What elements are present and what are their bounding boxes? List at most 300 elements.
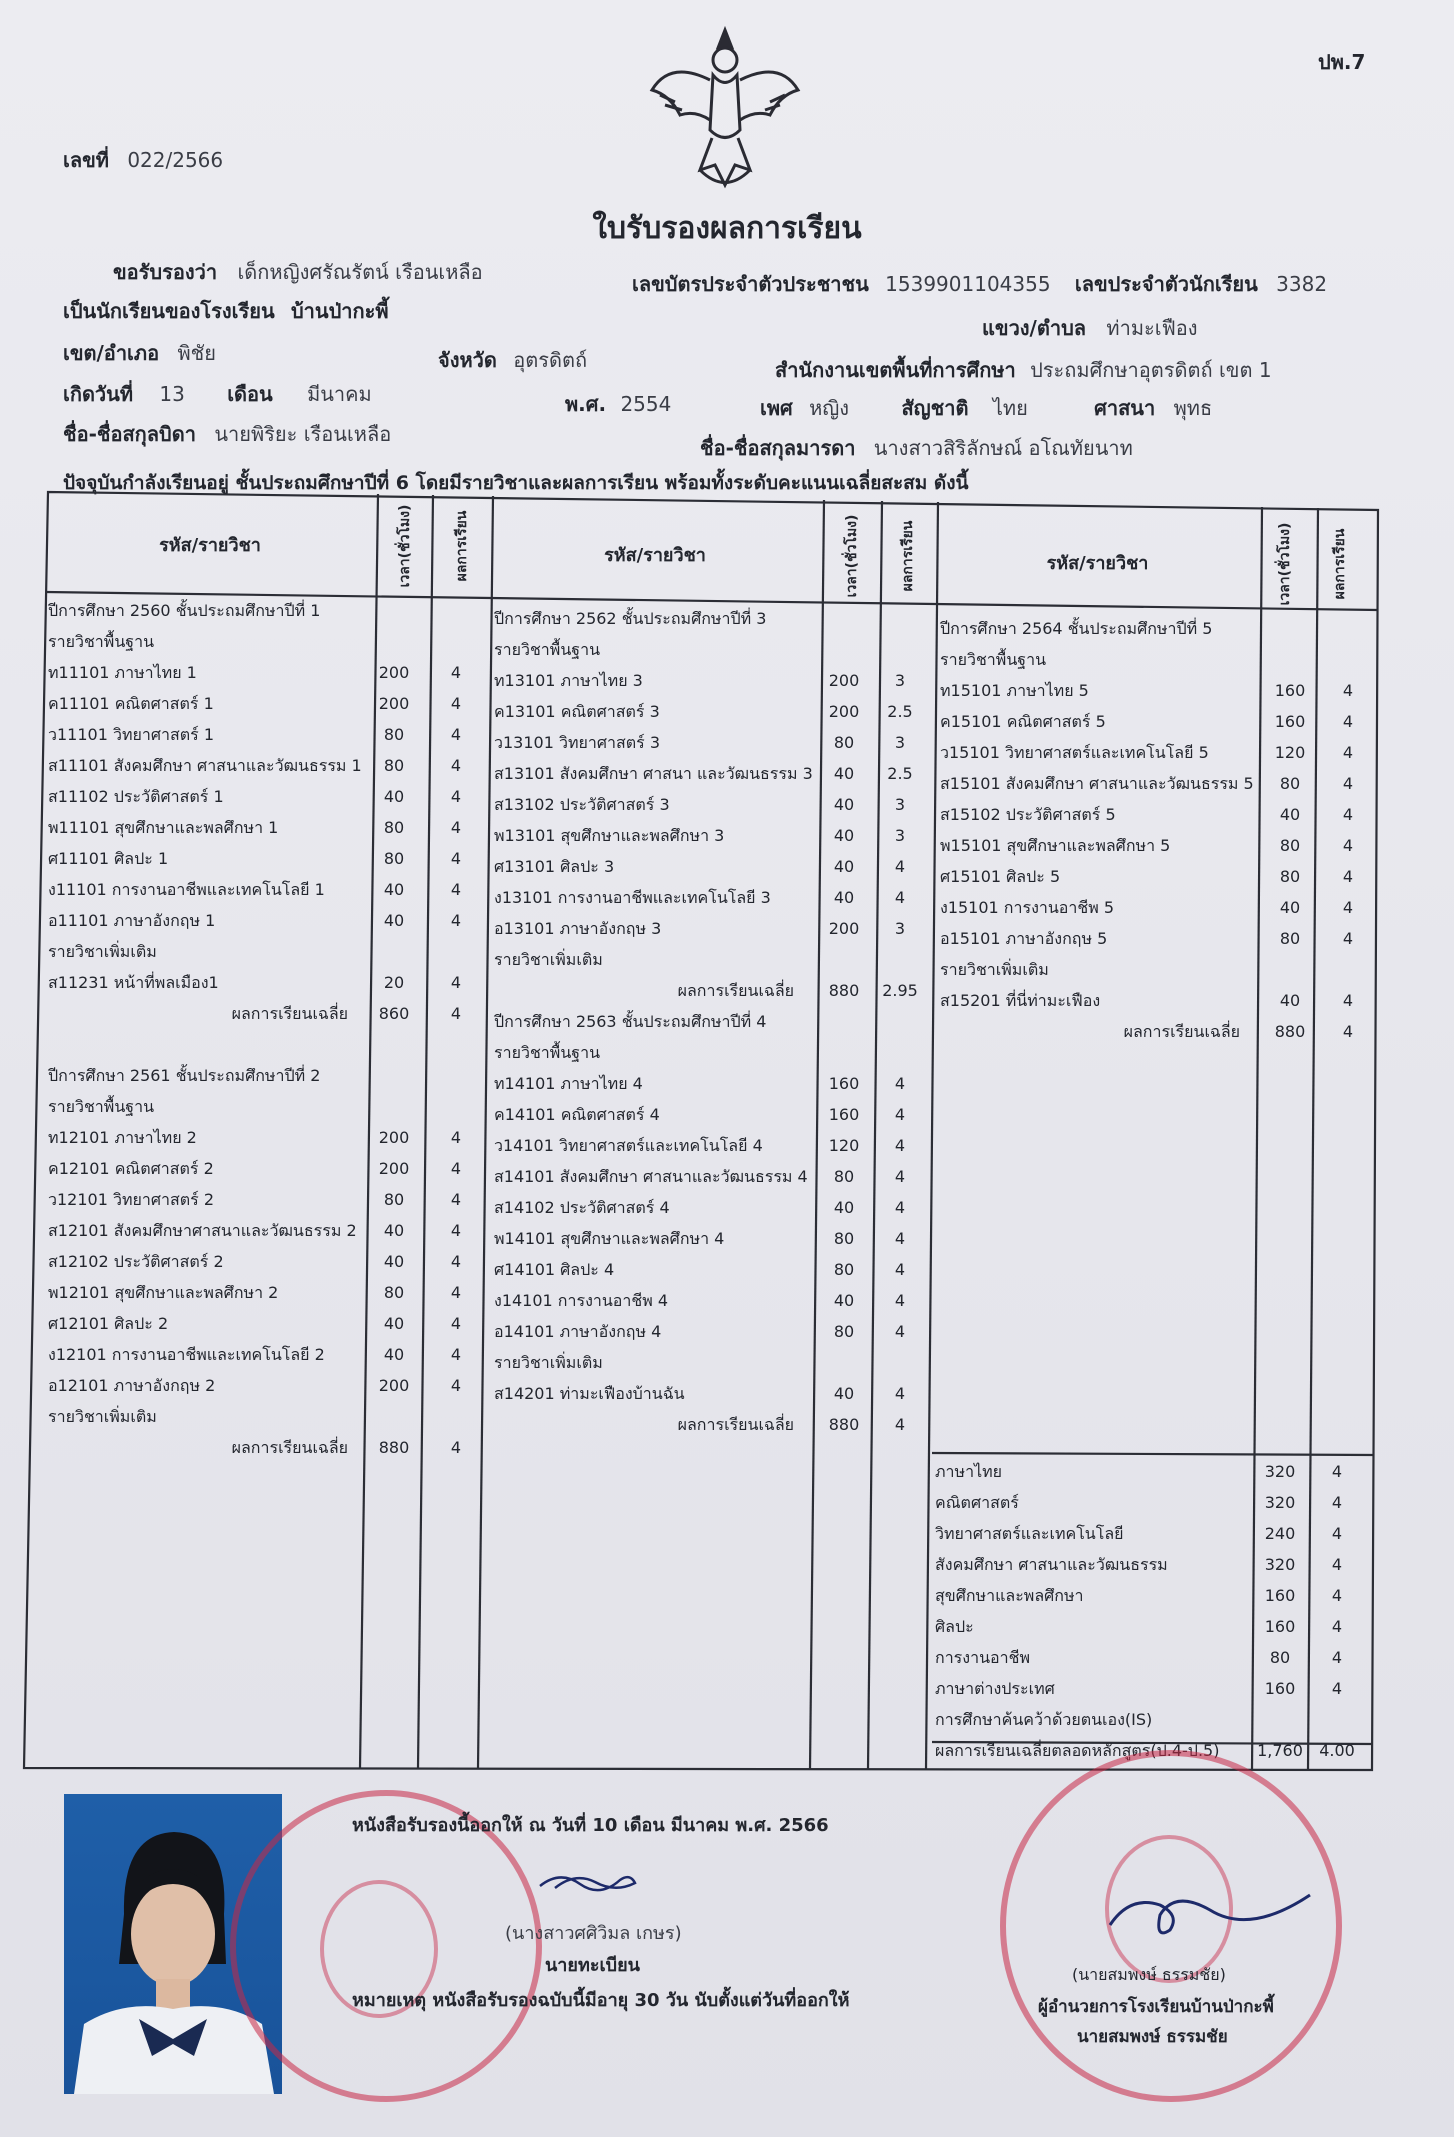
subject-grade: 4: [1342, 867, 1354, 886]
subject-grade: 4: [450, 1159, 462, 1178]
subject-hours: 40: [1279, 991, 1301, 1010]
subject-name: รายวิชาเพิ่มเติม: [48, 1407, 157, 1426]
subject-name: ว11101 วิทยาศาสตร์ 1: [48, 725, 215, 744]
subject-grade: 4: [450, 911, 462, 930]
subject-row: [494, 1038, 924, 1068]
summary-hours: 160: [1264, 1586, 1296, 1605]
mother-label: ชื่อ-ชื่อสกุลมารดา: [700, 436, 856, 460]
summary-row: [935, 1642, 1375, 1673]
subject-grade: 4: [894, 1384, 906, 1403]
subject-name: พ15101 สุขศึกษาและพลศึกษา 5: [940, 836, 1171, 855]
subject-row: [494, 1379, 924, 1409]
subject-name: ปีการศึกษา 2564 ชั้นประถมศึกษาปีที่ 5: [940, 619, 1213, 638]
summary-grade: 4: [1331, 1462, 1343, 1481]
summary-subject: วิทยาศาสตร์และเทคโนโลยี: [935, 1524, 1124, 1543]
subject-row: [48, 844, 480, 874]
subject-grade: 4: [894, 1229, 906, 1248]
subject-grade: 4: [1342, 929, 1354, 948]
subject-row: [494, 635, 924, 665]
subject-row: [494, 666, 924, 696]
subject-row: [940, 769, 1372, 799]
subject-row: [494, 1255, 924, 1285]
subject-name: ท14101 ภาษาไทย 4: [494, 1074, 643, 1093]
summary-row: [935, 1549, 1375, 1580]
subject-row: [48, 596, 480, 626]
subject-hours: 200: [378, 694, 410, 713]
subject-grade: 2.95: [882, 981, 918, 1000]
summary-subject: การศึกษาค้นคว้าด้วยตนเอง(IS): [935, 1710, 1153, 1729]
subject-grade: 3: [894, 795, 906, 814]
subject-grade: 3: [894, 733, 906, 752]
subject-hours: 120: [828, 1136, 860, 1155]
subject-grade: 4: [450, 725, 462, 744]
subject-row: [940, 955, 1372, 985]
subject-name: อ13101 ภาษาอังกฤษ 3: [494, 919, 662, 938]
mother-name: นางสาวสิริลักษณ์ อโณทัยนาท: [873, 436, 1133, 460]
subject-row: [494, 1286, 924, 1316]
subject-name: อ11101 ภาษาอังกฤษ 1: [48, 911, 216, 930]
subject-hours: 40: [383, 1345, 405, 1364]
subject-row: [494, 821, 924, 851]
subject-row: [48, 1123, 480, 1153]
subject-row: [48, 627, 480, 657]
subject-hours: 200: [378, 1159, 410, 1178]
subject-hours: 160: [828, 1074, 860, 1093]
nationality: ไทย: [992, 396, 1028, 420]
summary-subject: สุขศึกษาและพลศึกษา: [935, 1586, 1084, 1605]
subject-grade: 4: [450, 880, 462, 899]
column-grades-1-2: [48, 596, 462, 1476]
nationality-label: สัญชาติ: [901, 396, 969, 420]
doc-code: ปพ.7: [1318, 50, 1366, 74]
issued-date: หนังสือรับรองนี้ออกให้ ณ วันที่ 10 เดือน มีนาคม พ.ศ. 2566: [352, 1815, 829, 1836]
subject-hours: 40: [833, 888, 855, 907]
subject-row: [494, 1007, 924, 1037]
subject-hours: 880: [1274, 1022, 1306, 1041]
subject-name: ว15101 วิทยาศาสตร์และเทคโนโลยี 5: [940, 743, 1209, 762]
subject-row: [48, 813, 480, 843]
col2-grade-header: ผลการเรียน: [900, 520, 916, 592]
province: อุตรดิตถ์: [513, 348, 588, 372]
summary-grade: 4: [1331, 1555, 1343, 1574]
subject-row: [494, 914, 924, 944]
subject-row: [48, 1154, 480, 1184]
summary-grade: 4: [1331, 1493, 1343, 1512]
subject-name: ส11101 สังคมศึกษา ศาสนาและวัฒนธรรม 1: [48, 756, 362, 775]
subject-hours: 80: [1279, 929, 1301, 948]
subject-name: ส11102 ประวัติศาสตร์ 1: [48, 787, 224, 806]
subject-hours: 40: [1279, 805, 1301, 824]
subject-row: [940, 831, 1372, 861]
subject-row: [48, 658, 480, 688]
subject-row: [494, 790, 924, 820]
id-card: 1539901104355: [885, 272, 1051, 296]
subject-row: [48, 1371, 480, 1401]
subject-grade: 2.5: [887, 702, 913, 721]
subject-row: [48, 1278, 480, 1308]
subject-hours: 40: [833, 795, 855, 814]
subject-grade: 4: [894, 1260, 906, 1279]
subject-row: [48, 937, 480, 967]
school-label: เป็นนักเรียนของโรงเรียน: [63, 299, 275, 323]
subject-row: [48, 1340, 480, 1370]
subject-row: [494, 728, 924, 758]
subject-name: ศ11101 ศิลปะ 1: [48, 849, 169, 868]
summary-hours: 320: [1264, 1493, 1296, 1512]
subject-name: ค12101 คณิตศาสตร์ 2: [48, 1159, 214, 1178]
subject-hours: 80: [833, 1322, 855, 1341]
subject-hours: 880: [828, 1415, 860, 1434]
subject-row: [940, 986, 1372, 1016]
summary-subject: ภาษาต่างประเทศ: [935, 1679, 1055, 1698]
subject-grade: 4: [1342, 774, 1354, 793]
summary-row: [935, 1487, 1375, 1518]
subject-grade: 4: [450, 1283, 462, 1302]
subject-name: ผลการเรียนเฉลี่ย: [677, 981, 794, 1000]
summary-hours: 160: [1264, 1617, 1296, 1636]
subject-grade: 4: [450, 973, 462, 992]
subject-name: ส12102 ประวัติศาสตร์ 2: [48, 1252, 224, 1271]
province-label: จังหวัด: [438, 348, 497, 372]
subject-name: รายวิชาเพิ่มเติม: [48, 942, 157, 961]
subject-name: ผลการเรียนเฉลี่ย: [1123, 1022, 1240, 1041]
subject-row: [48, 1216, 480, 1246]
subject-row: [48, 906, 480, 936]
subject-grade: 4: [894, 1167, 906, 1186]
subject-grade: 4: [894, 1136, 906, 1155]
subject-row: [48, 1030, 480, 1060]
birth-day-label: เกิดวันที่: [63, 382, 134, 406]
subject-row: [48, 1433, 480, 1463]
summary-hours: 160: [1264, 1679, 1296, 1698]
birth-month-label: เดือน: [227, 382, 273, 406]
subject-hours: 80: [833, 1260, 855, 1279]
subject-name: ส15101 สังคมศึกษา ศาสนาและวัฒนธรรม 5: [940, 774, 1254, 793]
subject-grade: 4: [894, 857, 906, 876]
summary-hours: 1,760: [1257, 1741, 1303, 1760]
subject-hours: 40: [833, 1384, 855, 1403]
subject-hours: 200: [828, 702, 860, 721]
subject-grade: 4: [450, 818, 462, 837]
subject-name: ศ13101 ศิลปะ 3: [494, 857, 615, 876]
subject-hours: 80: [383, 1283, 405, 1302]
director-title: ผู้อำนวยการโรงเรียนบ้านป่ากะพี้: [1038, 1997, 1274, 2017]
subject-hours: 40: [833, 1291, 855, 1310]
subject-hours: 860: [378, 1004, 410, 1023]
subject-grade: 4: [1342, 898, 1354, 917]
subject-name: ปีการศึกษา 2562 ชั้นประถมศึกษาปีที่ 3: [494, 609, 767, 628]
subject-row: [940, 800, 1372, 830]
sex: หญิง: [809, 396, 850, 420]
summary-row: [935, 1518, 1375, 1549]
subject-grade: 4: [450, 1190, 462, 1209]
subject-hours: 120: [1274, 743, 1306, 762]
subject-row: [494, 1348, 924, 1378]
subject-row: [940, 614, 1372, 644]
subject-row: [48, 968, 480, 998]
subject-grade: 4: [1342, 836, 1354, 855]
subject-name: ส14201 ท่ามะเฟืองบ้านฉัน: [494, 1384, 685, 1403]
subject-row: [48, 1185, 480, 1215]
subject-name: พ14101 สุขศึกษาและพลศึกษา 4: [494, 1229, 725, 1248]
subject-name: พ11101 สุขศึกษาและพลศึกษา 1: [48, 818, 279, 837]
subject-hours: 20: [383, 973, 405, 992]
subject-row: [940, 893, 1372, 923]
summary-hours: 320: [1264, 1555, 1296, 1574]
father-label: ชื่อ-ชื่อสกุลบิดา: [63, 422, 196, 446]
subject-row: [48, 1309, 480, 1339]
subject-name: รายวิชาพื้นฐาน: [940, 650, 1047, 669]
subject-row: [494, 883, 924, 913]
subject-grade: 4: [450, 756, 462, 775]
subject-grade: 4: [894, 1198, 906, 1217]
summary-grade: 4: [1331, 1586, 1343, 1605]
subject-row: [48, 720, 480, 750]
director-signature: [1100, 1885, 1320, 1945]
registrar-title: นายทะเบียน: [545, 1955, 640, 1976]
subject-name: ส14101 สังคมศึกษา ศาสนาและวัฒนธรรม 4: [494, 1167, 808, 1186]
subject-grade: 4: [450, 663, 462, 682]
subject-row: [494, 1100, 924, 1130]
district-label: เขต/อำเภอ: [63, 341, 160, 365]
subject-row: [48, 1092, 480, 1122]
subject-row: [494, 1193, 924, 1223]
subject-grade: 4: [450, 1314, 462, 1333]
subject-hours: 80: [1279, 867, 1301, 886]
subject-row: [940, 676, 1372, 706]
subject-hours: 200: [828, 671, 860, 690]
subject-name: ปีการศึกษา 2561 ชั้นประถมศึกษาปีที่ 2: [48, 1066, 321, 1085]
col1-hours-header: เวลา(ชั่วโมง): [397, 504, 413, 588]
col1-subject-header: รหัส/รายวิชา: [159, 535, 261, 556]
subject-grade: 4: [450, 849, 462, 868]
subject-hours: 80: [383, 756, 405, 775]
subject-hours: 200: [378, 1128, 410, 1147]
director-name: (นายสมพงษ์ ธรรมชัย): [1072, 1965, 1226, 1984]
summary-grade: 4: [1331, 1524, 1343, 1543]
subject-hours: 40: [833, 1198, 855, 1217]
subject-row: [494, 945, 924, 975]
subject-row: [494, 1317, 924, 1347]
subject-name: อ12101 ภาษาอังกฤษ 2: [48, 1376, 216, 1395]
student-name: เด็กหญิงศรัณรัตน์ เรือนเหลือ: [237, 260, 483, 284]
subject-grade: 2.5: [887, 764, 913, 783]
column-grades-3-4: [494, 604, 924, 1484]
subject-grade: 4: [450, 1252, 462, 1271]
subject-name: รายวิชาพื้นฐาน: [48, 1097, 155, 1116]
subject-row: [494, 604, 924, 634]
subject-name: ผลการเรียนเฉลี่ย: [231, 1004, 348, 1023]
subject-name: ง15101 การงานอาชีพ 5: [940, 898, 1115, 917]
subject-name: ส13102 ประวัติศาสตร์ 3: [494, 795, 670, 814]
subject-name: ผลการเรียนเฉลี่ย: [231, 1438, 348, 1457]
col2-subject-header: รหัส/รายวิชา: [604, 545, 706, 566]
subject-name: ว14101 วิทยาศาสตร์และเทคโนโลยี 4: [494, 1136, 763, 1155]
subject-grade: 4: [450, 1004, 462, 1023]
subject-hours: 40: [383, 880, 405, 899]
religion: พุทธ: [1173, 396, 1213, 420]
subject-row: [940, 738, 1372, 768]
subject-name: ค14101 คณิตศาสตร์ 4: [494, 1105, 660, 1124]
subject-name: รายวิชาเพิ่มเติม: [494, 950, 603, 969]
religion-label: ศาสนา: [1094, 396, 1156, 420]
subject-hours: 80: [1279, 836, 1301, 855]
registrar-signature: [535, 1868, 640, 1898]
subject-hours: 80: [383, 725, 405, 744]
subject-name: ส11231 หน้าที่พลเมือง1: [48, 973, 219, 992]
summary-grade: 4: [1331, 1679, 1343, 1698]
subject-row: [494, 1224, 924, 1254]
summary-grade: 4: [1331, 1617, 1343, 1636]
col2-hours-header: เวลา(ชั่วโมง): [844, 514, 860, 598]
subject-name: ศ12101 ศิลปะ 2: [48, 1314, 169, 1333]
subject-grade: 4: [1342, 681, 1354, 700]
summary-row: [935, 1580, 1375, 1611]
doc-number-label: เลขที่: [63, 148, 109, 172]
subject-name: ท15101 ภาษาไทย 5: [940, 681, 1089, 700]
summary-hours: 80: [1269, 1648, 1291, 1667]
subject-name: อ15101 ภาษาอังกฤษ 5: [940, 929, 1108, 948]
subdistrict-label: แขวง/ตำบล: [982, 316, 1087, 340]
subject-hours: 80: [833, 1167, 855, 1186]
subject-grade: 4: [450, 787, 462, 806]
subdistrict: ท่ามะเฟือง: [1106, 316, 1198, 340]
subject-row: [48, 751, 480, 781]
subject-hours: 40: [383, 911, 405, 930]
subject-name: ส12101 สังคมศึกษาศาสนาและวัฒนธรรม 2: [48, 1221, 357, 1240]
subject-grade: 4: [1342, 805, 1354, 824]
subject-name: ส14102 ประวัติศาสตร์ 4: [494, 1198, 670, 1217]
birth-day: 13: [159, 382, 185, 406]
student-no-label: เลขประจำตัวนักเรียน: [1074, 272, 1258, 296]
subject-grade: 4: [1342, 712, 1354, 731]
subject-name: ผลการเรียนเฉลี่ย: [677, 1415, 794, 1434]
summary-subject: สังคมศึกษา ศาสนาและวัฒนธรรม: [935, 1555, 1168, 1574]
subject-grade: 4: [450, 1376, 462, 1395]
subject-hours: 40: [833, 857, 855, 876]
subject-row: [48, 1061, 480, 1091]
summary-subject: ภาษาไทย: [935, 1462, 1003, 1481]
col1-grade-header: ผลการเรียน: [454, 510, 470, 582]
subject-hours: 40: [383, 1221, 405, 1240]
subject-row: [494, 1069, 924, 1099]
school-name: บ้านป่ากะพี้: [290, 299, 389, 323]
col3-grade-header: ผลการเรียน: [1332, 528, 1348, 600]
subject-name: ง11101 การงานอาชีพและเทคโนโลยี 1: [48, 880, 325, 899]
subject-grade: 4: [1342, 743, 1354, 762]
subject-name: ท13101 ภาษาไทย 3: [494, 671, 643, 690]
summary-row: [935, 1611, 1375, 1642]
subject-grade: 4: [894, 1074, 906, 1093]
subject-grade: 4: [450, 1345, 462, 1364]
subject-name: ง12101 การงานอาชีพและเทคโนโลยี 2: [48, 1345, 325, 1364]
validity-note: หมายเหตุ หนังสือรับรองฉบับนี้มีอายุ 30 วัน นับตั้งแต่วันที่ออกให้: [352, 1990, 850, 2011]
subject-grade: 4: [894, 1415, 906, 1434]
subject-hours: 40: [1279, 898, 1301, 917]
subject-hours: 880: [828, 981, 860, 1000]
subject-grade: 4: [450, 1128, 462, 1147]
subject-hours: 160: [1274, 712, 1306, 731]
summary-row: [935, 1456, 1375, 1487]
summary-row: [935, 1704, 1375, 1735]
summary-hours: 240: [1264, 1524, 1296, 1543]
subject-grade: 3: [894, 671, 906, 690]
subject-row: [940, 1017, 1372, 1047]
subject-row: [494, 697, 924, 727]
office: ประถมศึกษาอุตรดิตถ์ เขต 1: [1030, 358, 1272, 382]
id-card-label: เลขบัตรประจำตัวประชาชน: [632, 272, 869, 296]
subject-name: ท11101 ภาษาไทย 1: [48, 663, 197, 682]
subject-hours: 80: [383, 818, 405, 837]
summary-subject: ศิลปะ: [935, 1617, 974, 1636]
subject-row: [494, 1162, 924, 1192]
subject-name: ท12101 ภาษาไทย 2: [48, 1128, 197, 1147]
director-name-printed: นายสมพงษ์ ธรรมชัย: [1077, 2027, 1228, 2047]
subject-hours: 160: [1274, 681, 1306, 700]
subject-name: ค11101 คณิตศาสตร์ 1: [48, 694, 214, 713]
subject-grade: 4: [1342, 991, 1354, 1010]
subject-name: ค15101 คณิตศาสตร์ 5: [940, 712, 1106, 731]
certify-label: ขอรับรองว่า: [113, 260, 218, 284]
birth-month: มีนาคม: [307, 382, 372, 406]
subject-name: ง14101 การงานอาชีพ 4: [494, 1291, 669, 1310]
column-grade-5: [940, 614, 1360, 1054]
summary-block: [935, 1456, 1375, 1766]
subject-name: รายวิชาเพิ่มเติม: [494, 1353, 603, 1372]
subject-hours: 40: [383, 1252, 405, 1271]
birth-year: 2554: [620, 392, 672, 416]
subject-hours: 80: [383, 849, 405, 868]
subject-hours: 80: [833, 733, 855, 752]
subject-name: ปีการศึกษา 2560 ชั้นประถมศึกษาปีที่ 1: [48, 601, 321, 620]
subject-row: [940, 862, 1372, 892]
subject-row: [494, 759, 924, 789]
subject-name: รายวิชาพื้นฐาน: [494, 1043, 601, 1062]
document-title: ใบรับรองผลการเรียน: [592, 211, 862, 246]
subject-hours: 200: [378, 663, 410, 682]
subject-grade: 4: [894, 1291, 906, 1310]
subject-hours: 880: [378, 1438, 410, 1457]
district: พิชัย: [177, 341, 216, 365]
subject-grade: 3: [894, 826, 906, 845]
subject-hours: 160: [828, 1105, 860, 1124]
subject-row: [494, 976, 924, 1006]
subject-grade: 4: [450, 694, 462, 713]
subject-row: [494, 852, 924, 882]
subject-name: รายวิชาพื้นฐาน: [48, 632, 155, 651]
subject-hours: 200: [828, 919, 860, 938]
col3-hours-header: เวลา(ชั่วโมง): [1277, 522, 1293, 606]
col3-subject-header: รหัส/รายวิชา: [1046, 553, 1149, 574]
subject-row: [48, 875, 480, 905]
subject-grade: 3: [894, 919, 906, 938]
subject-hours: 80: [1279, 774, 1301, 793]
subject-hours: 200: [378, 1376, 410, 1395]
current-study-text: ปัจจุบันกำลังเรียนอยู่ ชั้นประถมศึกษาปีที่ 6 โดยมีรายวิชาและผลการเรียน พร้อมทั้งระดับคะแนนเฉลี่ยสะสม ดังนี้: [63, 472, 969, 494]
birth-year-label: พ.ศ.: [565, 392, 607, 416]
subject-name: ง13101 การงานอาชีพและเทคโนโลยี 3: [494, 888, 771, 907]
garuda-emblem: [640, 20, 810, 195]
doc-number: 022/2566: [127, 148, 224, 172]
subject-grade: 4: [450, 1438, 462, 1457]
subject-name: ว12101 วิทยาศาสตร์ 2: [48, 1190, 215, 1209]
subject-row: [940, 924, 1372, 954]
subject-hours: 40: [383, 787, 405, 806]
subject-row: [48, 782, 480, 812]
registrar-name: (นางสาวศศิวิมล เกษร): [505, 1923, 682, 1944]
subject-hours: 80: [833, 1229, 855, 1248]
father-name: นายพิริยะ เรือนเหลือ: [214, 422, 392, 446]
